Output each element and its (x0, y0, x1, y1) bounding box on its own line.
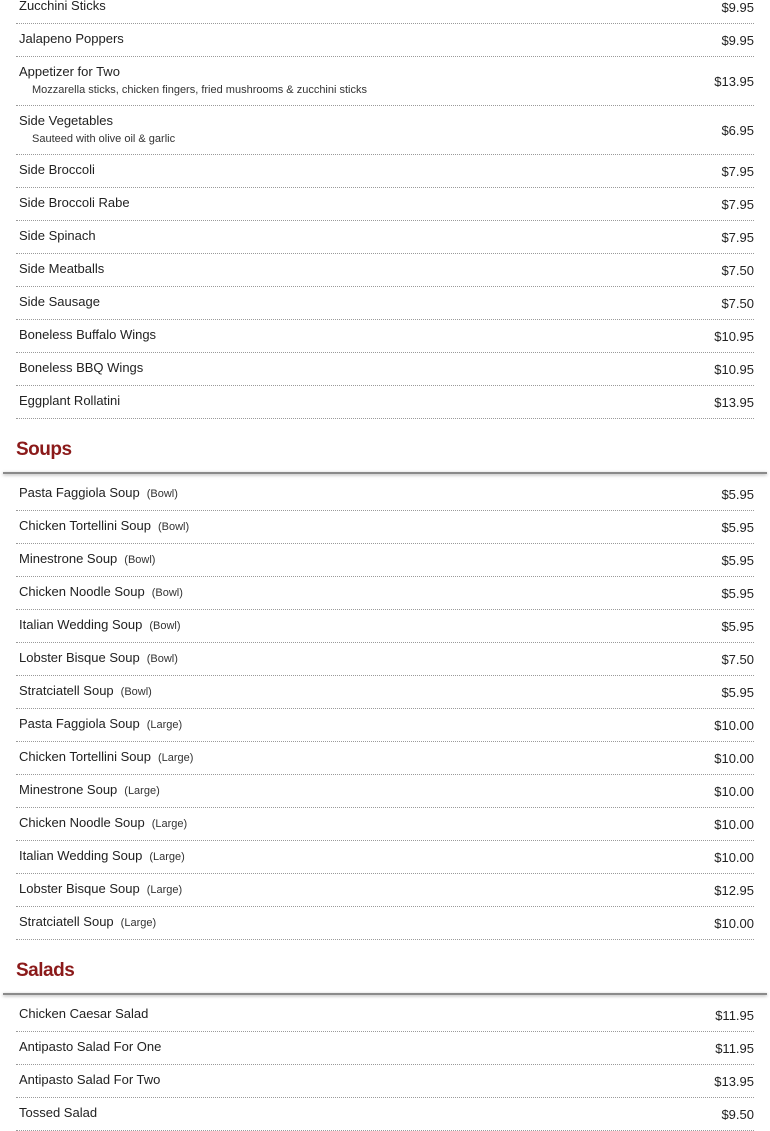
section-header-soups (0, 419, 770, 478)
item-name (19, 360, 143, 375)
menu-item[interactable] (16, 610, 754, 643)
item-name (19, 1105, 97, 1120)
item-price: $9.95 (721, 0, 754, 15)
item-name-text: Tossed Salad (19, 1105, 98, 1120)
item-name (19, 31, 124, 46)
item-price: $10.95 (714, 329, 754, 344)
item-name-text: Appetizer for Two (19, 64, 120, 79)
item-price: $10.00 (714, 817, 754, 832)
item-price: $5.95 (721, 685, 754, 700)
item-name-text: Side Spinach (19, 228, 96, 243)
item-price: $7.50 (721, 296, 754, 311)
item-name (19, 518, 189, 533)
item-name-text: Side Vegetables (19, 113, 113, 128)
menu-item[interactable] (16, 320, 754, 353)
item-name (19, 584, 183, 599)
menu-item[interactable] (16, 254, 754, 287)
item-name (19, 881, 182, 896)
item-name (19, 0, 106, 13)
item-size-tag: (Large) (146, 884, 183, 896)
item-name-text: Side Sausage (19, 294, 100, 309)
menu-item[interactable] (16, 353, 754, 386)
section-divider (3, 472, 767, 474)
menu-item[interactable] (16, 808, 754, 841)
item-name-text: Jalapeno Poppers (19, 31, 124, 46)
item-price: $5.95 (721, 586, 754, 601)
item-name (19, 815, 187, 830)
menu-item[interactable] (16, 544, 754, 577)
item-description: Sauteed with olive oil & garlic (32, 133, 176, 145)
menu-item[interactable] (16, 106, 754, 155)
menu-item[interactable] (16, 511, 754, 544)
item-name (19, 261, 104, 276)
menu-item[interactable] (16, 24, 754, 57)
item-name (19, 162, 95, 177)
item-name-text: Side Meatballs (19, 261, 105, 276)
item-price: $7.95 (721, 197, 754, 212)
item-description: Mozzarella sticks, chicken fingers, fried mushrooms & zucchini sticks (32, 84, 367, 96)
section-title: Soups (16, 439, 72, 460)
item-name-text: Eggplant Rollatini (19, 393, 121, 408)
menu-item[interactable] (16, 221, 754, 254)
item-price: $5.95 (721, 619, 754, 634)
item-size-tag: (Bowl) (124, 554, 156, 566)
item-name (19, 551, 155, 566)
item-name (19, 485, 178, 500)
item-size-tag: (Bowl) (149, 620, 181, 632)
item-name (19, 195, 130, 210)
item-size-tag: (Large) (124, 785, 160, 797)
menu-item[interactable] (16, 742, 754, 775)
item-size-tag: (Large) (146, 719, 183, 731)
item-name (19, 1039, 161, 1054)
item-name (19, 650, 178, 665)
menu-item[interactable] (16, 999, 754, 1032)
item-size-tag: (Large) (158, 752, 194, 764)
item-name (19, 113, 113, 128)
item-name (19, 782, 160, 797)
item-size-tag: (Bowl) (120, 686, 152, 698)
item-name (19, 1072, 160, 1087)
item-name-text: Chicken Noodle Soup (19, 815, 145, 830)
menu-item[interactable] (16, 155, 754, 188)
item-name-text: Antipasto Salad For Two (19, 1072, 161, 1087)
item-size-tag: (Bowl) (146, 653, 178, 665)
item-name (19, 393, 120, 408)
item-price: $9.50 (721, 1107, 754, 1122)
menu-item[interactable] (16, 1065, 754, 1098)
item-price: $7.50 (721, 263, 754, 278)
menu-item[interactable] (16, 907, 754, 940)
menu-item[interactable] (16, 1032, 754, 1065)
item-name-text: Antipasto Salad For One (19, 1039, 162, 1054)
menu-item[interactable] (16, 775, 754, 808)
menu-item[interactable] (16, 676, 754, 709)
menu-item[interactable] (16, 386, 754, 419)
item-name (19, 617, 181, 632)
item-name-text: Lobster Bisque Soup (19, 650, 140, 665)
item-size-tag: (Bowl) (151, 587, 183, 599)
menu-item[interactable] (16, 287, 754, 320)
item-name (19, 64, 120, 79)
item-price: $5.95 (721, 553, 754, 568)
item-size-tag: (Large) (149, 851, 185, 863)
item-name-text: Minestrone Soup (19, 782, 118, 797)
menu-item[interactable] (16, 577, 754, 610)
item-price: $5.95 (721, 487, 754, 502)
item-name-text: Stratciatell Soup (19, 683, 114, 698)
item-name-text: Side Broccoli Rabe (19, 195, 130, 210)
section-header-salads (0, 940, 770, 999)
menu-item[interactable] (16, 841, 754, 874)
item-name (19, 749, 193, 764)
item-price: $10.00 (714, 916, 754, 931)
item-size-tag: (Bowl) (158, 521, 190, 533)
item-size-tag: (Large) (151, 818, 188, 830)
item-size-tag: (Bowl) (146, 488, 178, 500)
item-name-text: Chicken Tortellini Soup (19, 749, 151, 764)
item-name-text: Boneless Buffalo Wings (19, 327, 157, 342)
item-price: $7.50 (721, 652, 754, 667)
item-name-text: Pasta Faggiola Soup (19, 485, 140, 500)
item-price: $10.00 (714, 751, 754, 766)
menu-item[interactable] (16, 188, 754, 221)
item-name (19, 327, 156, 342)
section-title: Salads (16, 960, 75, 981)
item-price: $10.00 (714, 718, 754, 733)
item-name-text: Chicken Caesar Salad (19, 1006, 149, 1021)
item-name-text: Chicken Noodle Soup (19, 584, 145, 599)
item-name-text: Chicken Tortellini Soup (19, 518, 151, 533)
item-price: $7.95 (721, 230, 754, 245)
item-price: $10.00 (714, 850, 754, 865)
item-name-text: Minestrone Soup (19, 551, 118, 566)
item-name (19, 294, 100, 309)
menu-item[interactable] (16, 874, 754, 907)
item-price: $12.95 (714, 883, 754, 898)
item-name-text: Lobster Bisque Soup (19, 881, 140, 896)
item-price: $13.95 (714, 1074, 754, 1089)
menu-item[interactable] (16, 57, 754, 106)
item-name-text: Italian Wedding Soup (19, 848, 143, 863)
item-name-text: Zucchini Sticks (19, 0, 106, 13)
item-name (19, 848, 185, 863)
menu-item[interactable] (16, 478, 754, 511)
item-name (19, 716, 182, 731)
item-name (19, 228, 96, 243)
item-price: $11.95 (715, 1041, 754, 1056)
item-price: $10.00 (714, 784, 754, 799)
item-price: $6.95 (721, 123, 754, 138)
section-divider (3, 993, 767, 995)
item-price: $11.95 (715, 1008, 754, 1023)
item-name-text: Pasta Faggiola Soup (19, 716, 140, 731)
item-name (19, 914, 156, 929)
item-size-tag: (Large) (120, 917, 157, 929)
menu-item[interactable] (16, 1098, 754, 1131)
menu-item[interactable] (16, 643, 754, 676)
item-price: $5.95 (721, 520, 754, 535)
item-name-text: Side Broccoli (19, 162, 95, 177)
menu-item[interactable] (16, 709, 754, 742)
item-name (19, 1006, 148, 1021)
menu-item[interactable] (16, 0, 754, 24)
item-price: $13.95 (714, 395, 754, 410)
item-price: $13.95 (714, 74, 754, 89)
item-price: $9.95 (721, 33, 754, 48)
item-name-text: Stratciatell Soup (19, 914, 114, 929)
item-name-text: Boneless BBQ Wings (19, 360, 144, 375)
item-name (19, 683, 152, 698)
item-price: $7.95 (721, 164, 754, 179)
item-name-text: Italian Wedding Soup (19, 617, 143, 632)
item-price: $10.95 (714, 362, 754, 377)
